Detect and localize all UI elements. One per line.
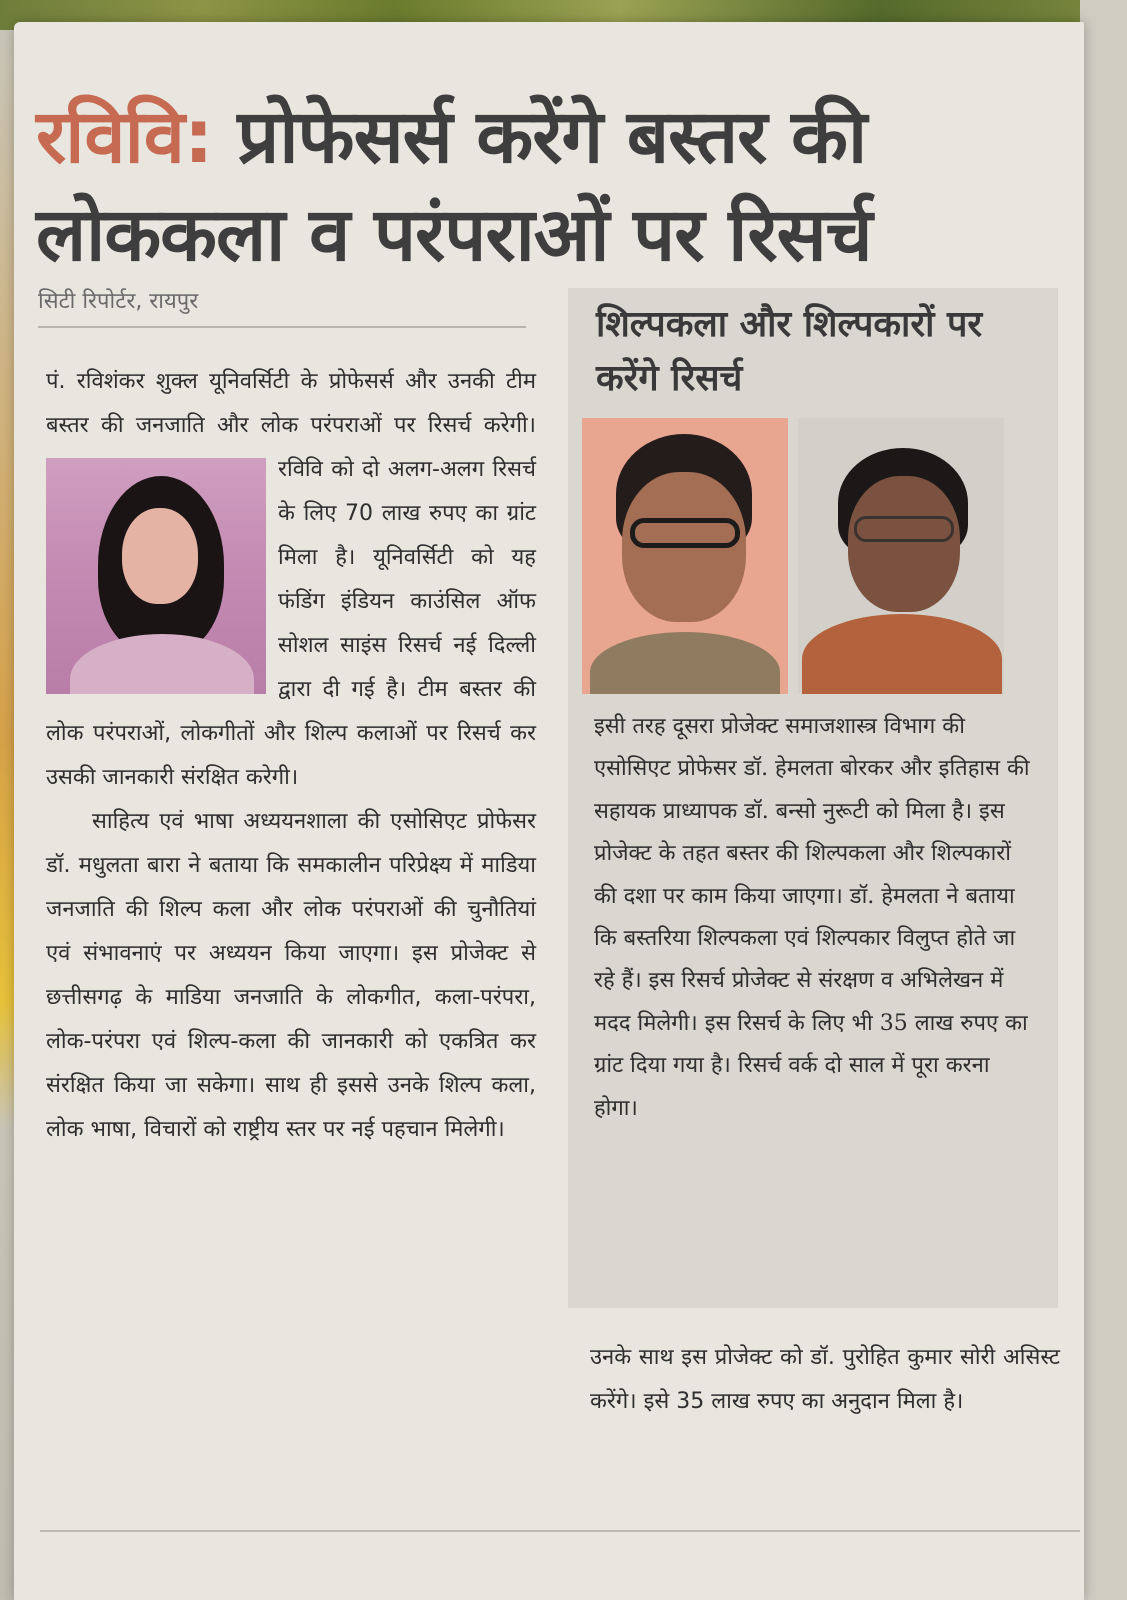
article-paragraph-1-rest: करेगी। रविवि को दो अलग-अलग रिसर्च के लिए 70 लाख रुपए का ग्रांट मिला है। यूनिवर्सिटी को यह फंडिंग इंडियन काउंसिल ऑफ सोशल साइंस रिसर्च नई दिल्ली द्वारा दी गई है। टीम बस्तर की लोक परंपराओं, लोकगीतों और शिल्प कलाओं पर रिसर्च कर उसकी जानकारी संरक्षित करेगी।: [46, 413, 537, 790]
byline: सिटी रिपोर्टर, रायपुर: [38, 289, 199, 314]
sidebar-title: शिल्पकला और शिल्पकारों पर करेंगे रिसर्च: [596, 304, 983, 399]
photo-shoulders: [590, 632, 780, 694]
photo-glasses: [630, 518, 740, 548]
article-paragraph-1: [46, 360, 536, 800]
photo-face: [122, 508, 198, 604]
page-divider: [40, 1530, 1080, 1532]
sidebar-box: [568, 288, 1058, 1308]
background-right-edge: [1080, 0, 1127, 1600]
sidebar-body: इसी तरह दूसरा प्रोजेक्ट समाजशास्त्र विभाग की एसोसिएट प्रोफेसर डॉ. हेमलता बोरकर और इतिहास की सहायक प्राध्यापक डॉ. बन्सो नुरूटी को मिला है। इस प्रोजेक्ट के तहत बस्तर की शिल्पकला और शिल्पकारों की दशा पर काम किया जाएगा। डॉ. हेमलता ने बताया कि बस्तरिया शिल्पकला एवं शिल्पकार विलुप्त होते जा रहे हैं। इस रिसर्च प्रोजेक्ट से संरक्षण व अभिलेखन में मदद मिलेगी। इस रिसर्च के लिए भी 35 लाख रुपए का ग्रांट दिया गया है। रिसर्च वर्क दो साल में पूरा करना होगा।: [594, 714, 1030, 1121]
article-left-column: [46, 360, 536, 1152]
headline-kicker: रविवि:: [36, 94, 213, 180]
photo-shoulders: [70, 634, 254, 694]
article-continued: उनके साथ इस प्रोजेक्ट को डॉ. पुरोहित कुमार सोरी असिस्ट करेंगे। इसे 35 लाख रुपए का अनुदान मिला है।: [590, 1345, 1060, 1414]
photo-shoulders: [802, 614, 1002, 694]
photo-face: [848, 476, 960, 612]
headline: [36, 88, 1036, 284]
byline-divider: [38, 326, 526, 328]
researcher-photo-1: [582, 418, 788, 694]
photo-glasses: [854, 516, 954, 542]
researcher-photo-2: [798, 418, 1004, 694]
professor-photo: [46, 458, 266, 694]
article-paragraph-2: साहित्य एवं भाषा अध्ययनशाला की एसोसिएट प्रोफेसर डॉ. मधुलता बारा ने बताया कि समकालीन परिप्रेक्ष्य में माडिया जनजाति की शिल्प कला और लोक परंपराओं की चुनौतियां एवं संभावनाएं पर अध्ययन किया जाएगा। इस प्रोजेक्ट से छत्तीसगढ़ के माडिया जनजाति के लोकगीत, कला-परंपरा, लोक-परंपरा एवं शिल्प-कला की जानकारी को एकत्रित कर संरक्षित किया जा सकेगा। साथ ही इससे उनके शिल्प कला, लोक भाषा, विचारों को राष्ट्रीय स्तर पर नई पहचान मिलेगी।: [46, 809, 536, 1142]
article-paragraph-1-lead: पं. रविशंकर शुक्ल यूनिवर्सिटी के प्रोफेसर्स और उनकी टीम बस्तर की जनजाति और लोक परंपराओं पर रिसर्च: [46, 369, 536, 438]
headline-text: प्रोफेसर्स करेंगे बस्तर की लोककला व परंपराओं पर रिसर्च: [36, 94, 872, 278]
